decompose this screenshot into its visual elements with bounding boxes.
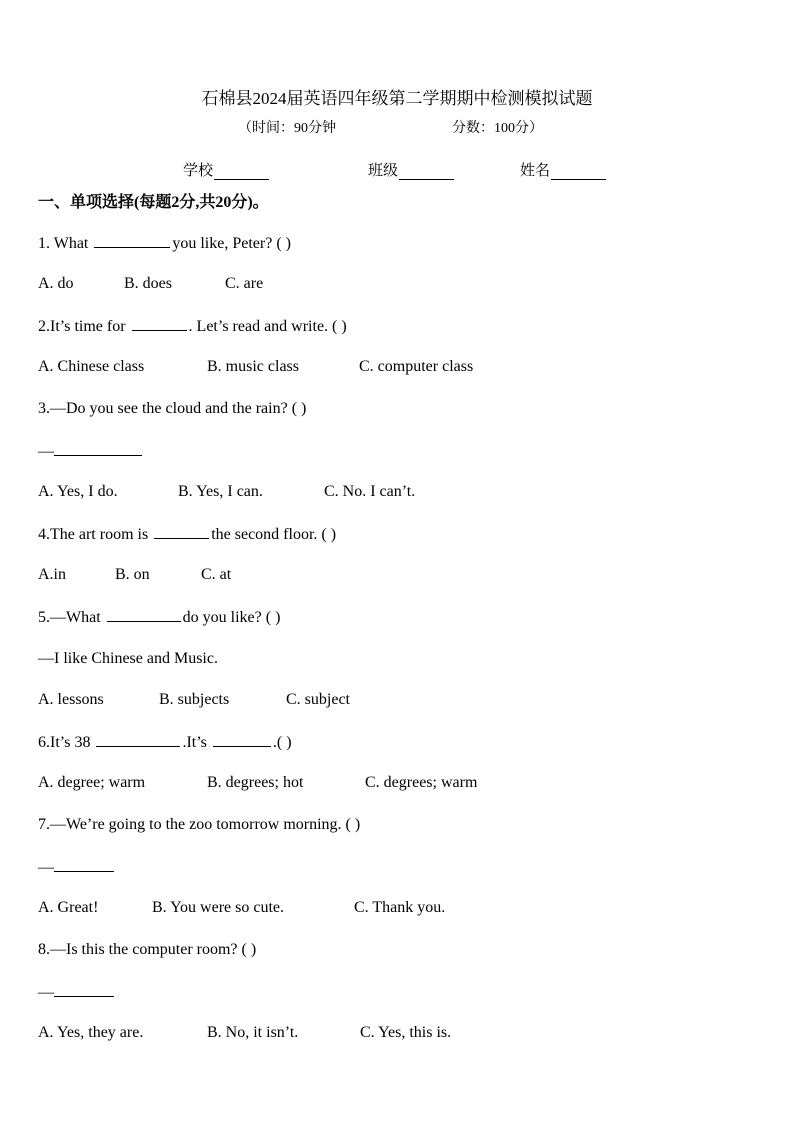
option-b[interactable]: B. music class [207,358,299,375]
option-a[interactable]: A. do [38,275,74,292]
question-1-blank[interactable] [94,232,170,248]
question-4 [38,523,336,545]
option-b[interactable]: B. does [124,275,172,292]
time-limit: （时间：90分钟 [238,121,336,136]
section-heading: 一、单项选择(每题2分,共20分)。 [38,194,269,211]
school-field[interactable] [183,159,269,180]
question-4-stem-before: 4.The art room is [38,526,153,543]
option-a[interactable]: A. Great! [38,899,99,916]
question-4-stem-after: the second floor. ( ) [211,526,337,543]
exam-title: 石棉县2024届英语四年级第二学期期中检测模拟试题 [201,89,593,108]
school-blank[interactable] [214,163,269,180]
question-6-blank-1[interactable] [96,731,180,747]
option-c[interactable]: C. degrees; warm [365,774,478,791]
option-c[interactable]: C. No. I can’t. [324,483,416,500]
option-a[interactable]: A. degree; warm [38,774,146,791]
option-c[interactable]: C. computer class [359,358,474,375]
question-8: 8.—Is this the computer room? ( ) [38,941,257,958]
option-a[interactable]: A.in [38,566,66,583]
question-6-blank-2[interactable] [213,731,271,747]
option-c[interactable]: C. Yes, this is. [360,1024,452,1041]
school-label: 学校 [183,163,214,179]
answer-dash: — [38,984,54,1001]
answer-dash: — [38,859,54,876]
option-a[interactable]: A. lessons [38,691,104,708]
option-a[interactable]: A. Yes, they are. [38,1024,144,1041]
question-6-stem-after: .( ) [272,734,292,751]
question-8-answer [38,981,116,1003]
total-score: 分数：100分） [452,121,543,136]
question-3-answer-blank[interactable] [54,440,142,456]
option-c[interactable]: C. are [225,275,264,292]
class-label: 班级 [368,163,399,179]
question-1-stem-before: 1. What [38,235,93,252]
question-5-reply: —I like Chinese and Music. [38,650,218,667]
question-2-stem-after: . Let’s read and write. ( ) [188,318,347,335]
option-b[interactable]: B. No, it isn’t. [207,1024,299,1041]
class-field[interactable] [368,159,454,180]
question-3: 3.—Do you see the cloud and the rain? ( ) [38,400,307,417]
question-2-blank[interactable] [132,315,187,331]
student-info-row [0,159,794,181]
option-a[interactable]: A. Chinese class [38,358,145,375]
class-blank[interactable] [399,163,454,180]
question-4-blank[interactable] [154,523,209,539]
option-c[interactable]: C. subject [286,691,350,708]
name-blank[interactable] [551,163,606,180]
question-5-stem-after: do you like? ( ) [182,609,281,626]
question-7-answer-blank[interactable] [54,856,114,872]
option-a[interactable]: A. Yes, I do. [38,483,118,500]
question-6 [38,731,292,753]
question-5 [38,606,280,628]
question-8-answer-blank[interactable] [54,981,114,997]
question-2 [38,315,347,337]
name-field[interactable] [520,159,606,180]
option-b[interactable]: B. on [115,566,150,583]
question-7: 7.—We’re going to the zoo tomorrow morning. ( ) [38,816,361,833]
question-6-stem-mid: .It’s [182,734,211,751]
answer-dash: — [38,443,54,460]
question-1 [38,232,291,254]
question-6-stem-before: 6.It’s 38 [38,734,95,751]
question-5-stem-before: 5.—What [38,609,105,626]
question-7-answer [38,856,116,878]
option-c[interactable]: C. at [201,566,232,583]
option-b[interactable]: B. subjects [159,691,230,708]
option-c[interactable]: C. Thank you. [354,899,446,916]
name-label: 姓名 [520,163,551,179]
question-1-stem-after: you like, Peter? ( ) [172,235,291,252]
option-b[interactable]: B. degrees; hot [207,774,304,791]
question-2-stem-before: 2.It’s time for [38,318,130,335]
question-5-blank[interactable] [107,606,181,622]
option-b[interactable]: B. Yes, I can. [178,483,263,500]
question-3-answer [38,440,144,462]
option-b[interactable]: B. You were so cute. [152,899,284,916]
